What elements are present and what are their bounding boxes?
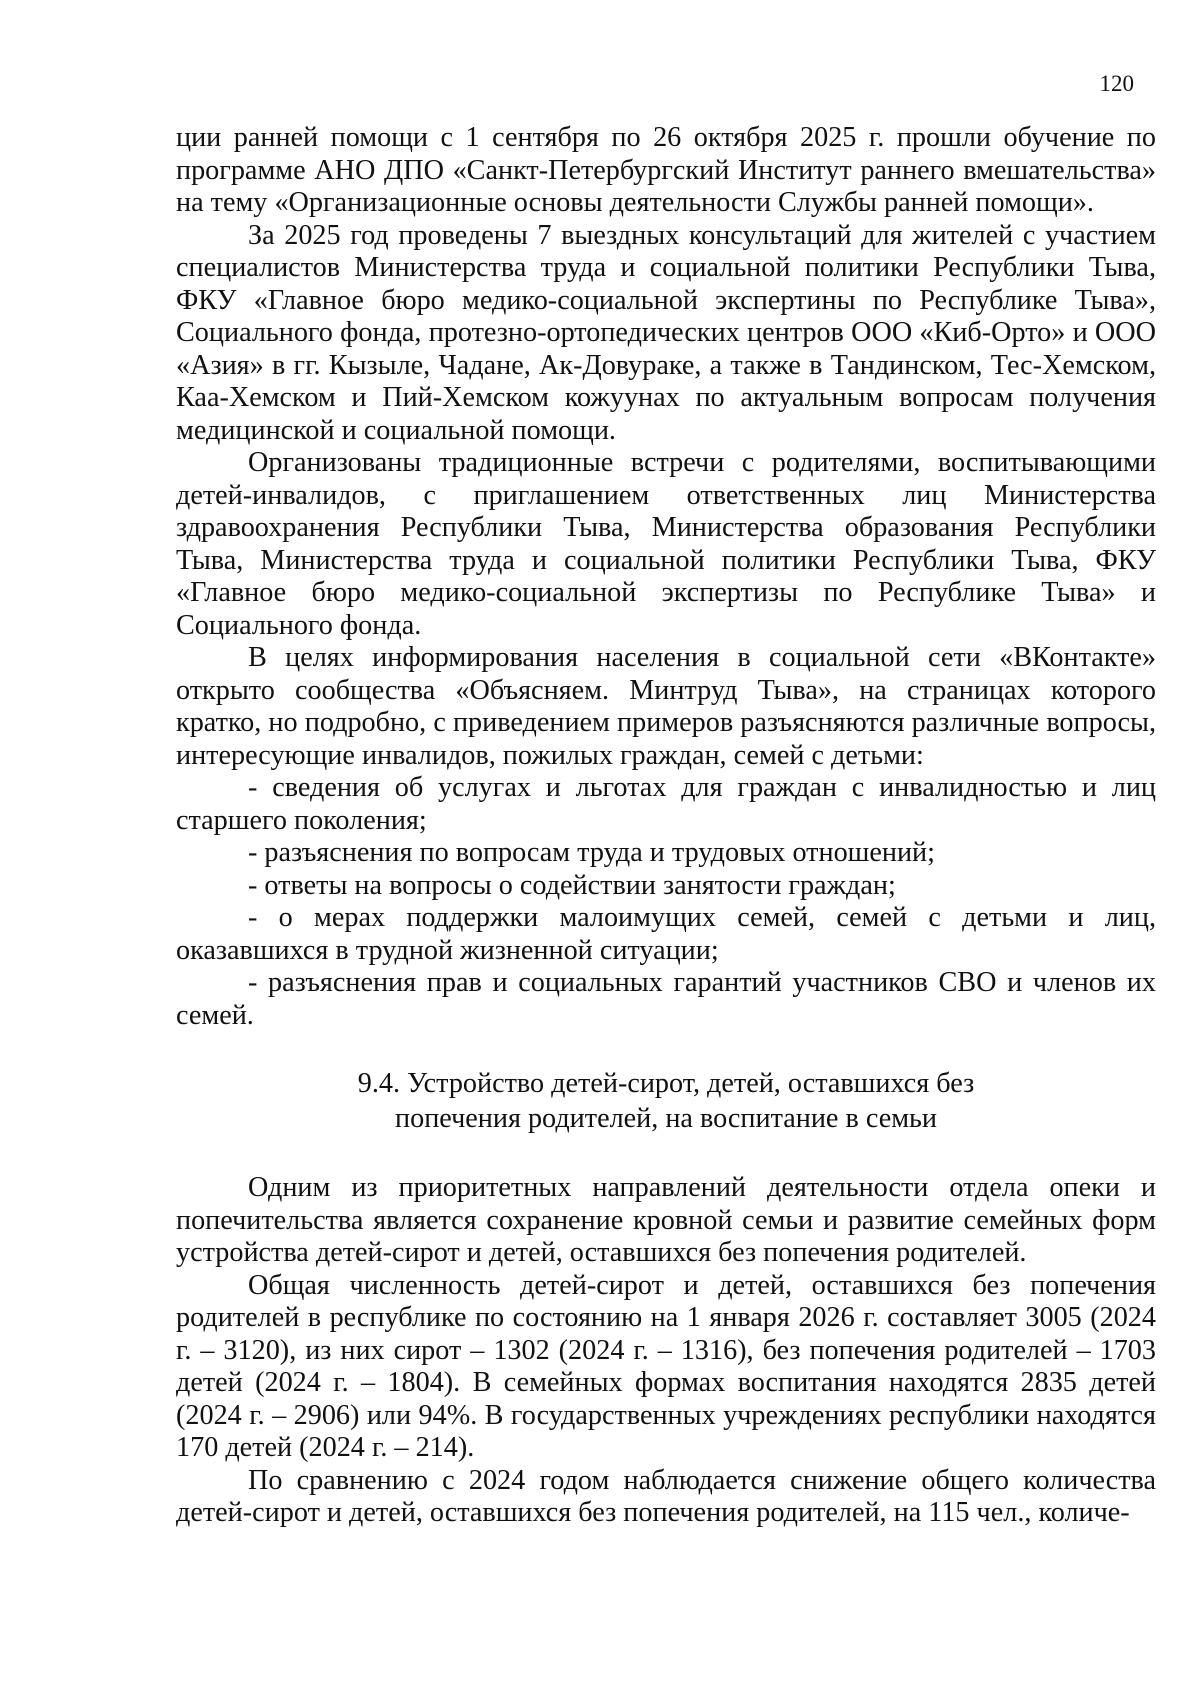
list-item: - о мерах поддержки малоимущих семей, семей с детьми и лиц, оказавшихся в трудной жизненной ситуации; [176,902,1156,966]
document-body [176,122,1156,1530]
paragraph-consultations: За 2025 год проведены 7 выездных консультаций для жителей с участием специалистов Министерства труда и социальной политики Республики Тыва, ФКУ «Главное бюро медико-социальной экспертины по Республике Тыва», Социального фонда, протезно-ортопедических центров ООО «Киб-Орто» и ООО «Азия» в гг. Кызыле, Чадане, Ак-Довураке, а также в Тандинском, Тес-Хемском, Каа-Хемском и Пий-Хемском кожуунах по актуальным вопросам получения медицинской и социальной помощи. [176,219,1156,446]
list-item: - разъяснения по вопросам труда и трудовых отношений; [248,837,935,868]
list-item: - сведения об услугах и льготах для граждан с инвалидностью и лиц старшего поколения; [176,772,1156,836]
paragraph-meetings: Организованы традиционные встречи с родителями, воспитывающими детей-инвалидов, с приглашением ответственных лиц Министерства здравоохранения Республики Тыва, Министерства образования Республики Тыва, Министерства труда и социальной политики Республики Тыва, ФКУ «Главное бюро медико-социальной экспертизы по Республике Тыва» и Социального фонда. [176,447,1156,641]
page-number: 120 [1099,71,1134,96]
section-heading [176,1066,1156,1136]
list-item: - разъяснения прав и социальных гарантий участников СВО и членов их семей. [176,967,1156,1031]
paragraph-vkontakte: В целях информирования населения в социальной сети «ВКонтакте» открыто сообщества «Объясняем. Минтруд Тыва», на страницах которого кратко, но подробно, с приведением примеров разъясняются различные вопросы, интересующие инвалидов, пожилых граждан, семей с детьми: [176,642,1156,771]
paragraph-continuation: ции ранней помощи с 1 сентября по 26 октября 2025 г. прошли обучение по программе АНО ДПО «Санкт-Петербургский Институт раннего вмешательства» на тему «Организационные основы деятельности Службы ранней помощи». [176,122,1156,218]
section-heading-line: попечения родителей, на воспитание в семьи [395,1103,937,1134]
list-item: - ответы на вопросы о содействии занятости граждан; [248,869,896,901]
paragraph-comparison: По сравнению с 2024 годом наблюдается снижение общего количества детей-сирот и детей, оставшихся без попечения родителей, на 115 чел., количе- [176,1464,1156,1528]
section-heading-line: 9.4. Устройство детей-сирот, детей, оставшихся без [357,1068,975,1099]
paragraph-statistics: Общая численность детей-сирот и детей, оставшихся без попечения родителей в республике по состоянию на 1 января 2026 г. составляет 3005 (2024 г. – 3120), из них сирот – 1302 (2024 г. – 1316), без попечения родителей – 1703 детей (2024 г. – 1804). В семейных формах воспитания находятся 2835 детей (2024 г. – 2906) или 94%. В государственных учреждениях республики находятся 170 детей (2024 г. – 214). [176,1269,1156,1463]
paragraph-priorities: Одним из приоритетных направлений деятельности отдела опеки и попечительства является сохранение кровной семьи и развитие семейных форм устройства детей-сирот и детей, оставшихся без попечения родителей. [176,1172,1156,1268]
